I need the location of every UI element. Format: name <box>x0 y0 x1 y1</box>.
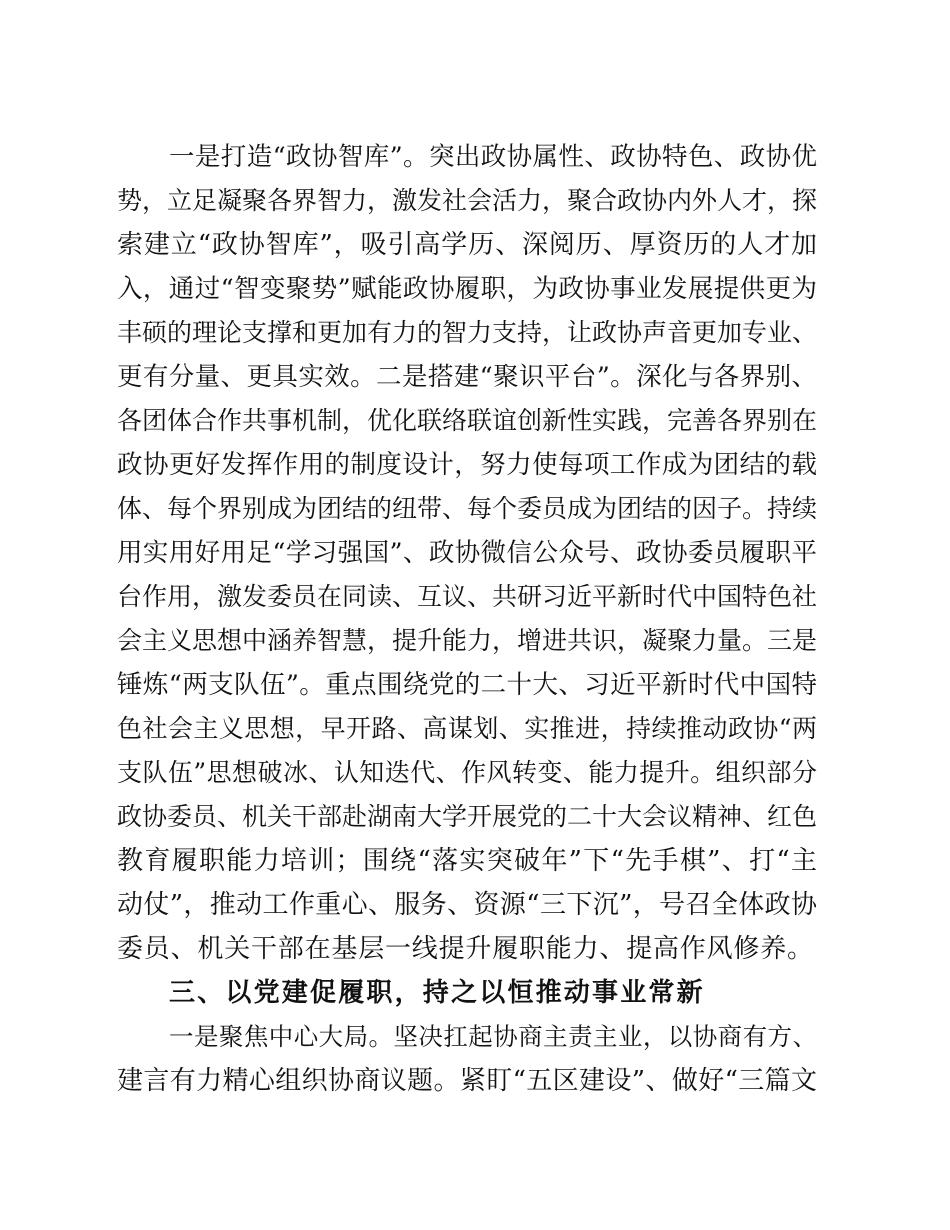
paragraph-line: 教育履职能力培训；围绕“落实突破年”下“先手棋”、打“主 <box>117 846 817 876</box>
paragraph-line: 更有分量、更具实效。二是搭建“聚识平台”。深化与各界别、 <box>117 362 817 392</box>
paragraph-line: 动仗”，推动工作重心、服务、资源“三下沉”，号召全体政协 <box>117 890 817 920</box>
section-heading: 三、以党建促履职，持之以恒推动事业常新 <box>169 978 705 1008</box>
paragraph-line: 丰硕的理论支撑和更加有力的智力支持，让政协声音更加专业、 <box>117 318 818 347</box>
paragraph-line: 体、每个界别成为团结的纽带、每个委员成为团结的因子。持续 <box>117 494 818 523</box>
paragraph-line: 建言有力精心组织协商议题。紧盯“五区建设”、做好“三篇文 <box>117 1066 817 1096</box>
paragraph-line: 会主义思想中涵养智慧，提升能力，增进共识，凝聚力量。三是 <box>117 626 818 655</box>
paragraph-line: 政协委员、机关干部赴湖南大学开展党的二十大会议精神、红色 <box>117 802 818 831</box>
paragraph-line: 台作用，激发委员在同读、互议、共研习近平新时代中国特色社 <box>117 582 818 611</box>
paragraph-line: 政协更好发挥作用的制度设计，努力使每项工作成为团结的载 <box>117 450 817 480</box>
paragraph-line: 用实用好用足“学习强国”、政协微信公众号、政协委员履职平 <box>117 538 817 568</box>
paragraph-line: 锤炼“两支队伍”。重点围绕党的二十大、习近平新时代中国特 <box>117 670 817 700</box>
paragraph-last-line: 委员、机关干部在基层一线提升履职能力、提高作风修养。 <box>117 934 814 964</box>
paragraph-line: 入，通过“智变聚势”赋能政协履职，为政协事业发展提供更为 <box>117 274 817 304</box>
paragraph-line: 一是聚焦中心大局。坚决扛起协商主责主业，以协商有方、 <box>169 1022 817 1051</box>
paragraph-line: 索建立“政协智库”，吸引高学历、深阅历、厚资历的人才加 <box>117 230 817 260</box>
paragraph-line: 色社会主义思想，早开路、高谋划、实推进，持续推动政协“两 <box>117 714 817 743</box>
paragraph-line: 支队伍”思想破冰、认知迭代、作风转变、能力提升。组织部分 <box>117 758 817 787</box>
paragraph-line: 一是打造“政协智库”。突出政协属性、政协特色、政协优 <box>169 142 817 172</box>
paragraph-line: 势，立足凝聚各界智力，激发社会活力，聚合政协内外人才，探 <box>117 186 818 215</box>
paragraph-line: 各团体合作共事机制，优化联络联谊创新性实践，完善各界别在 <box>117 406 818 435</box>
